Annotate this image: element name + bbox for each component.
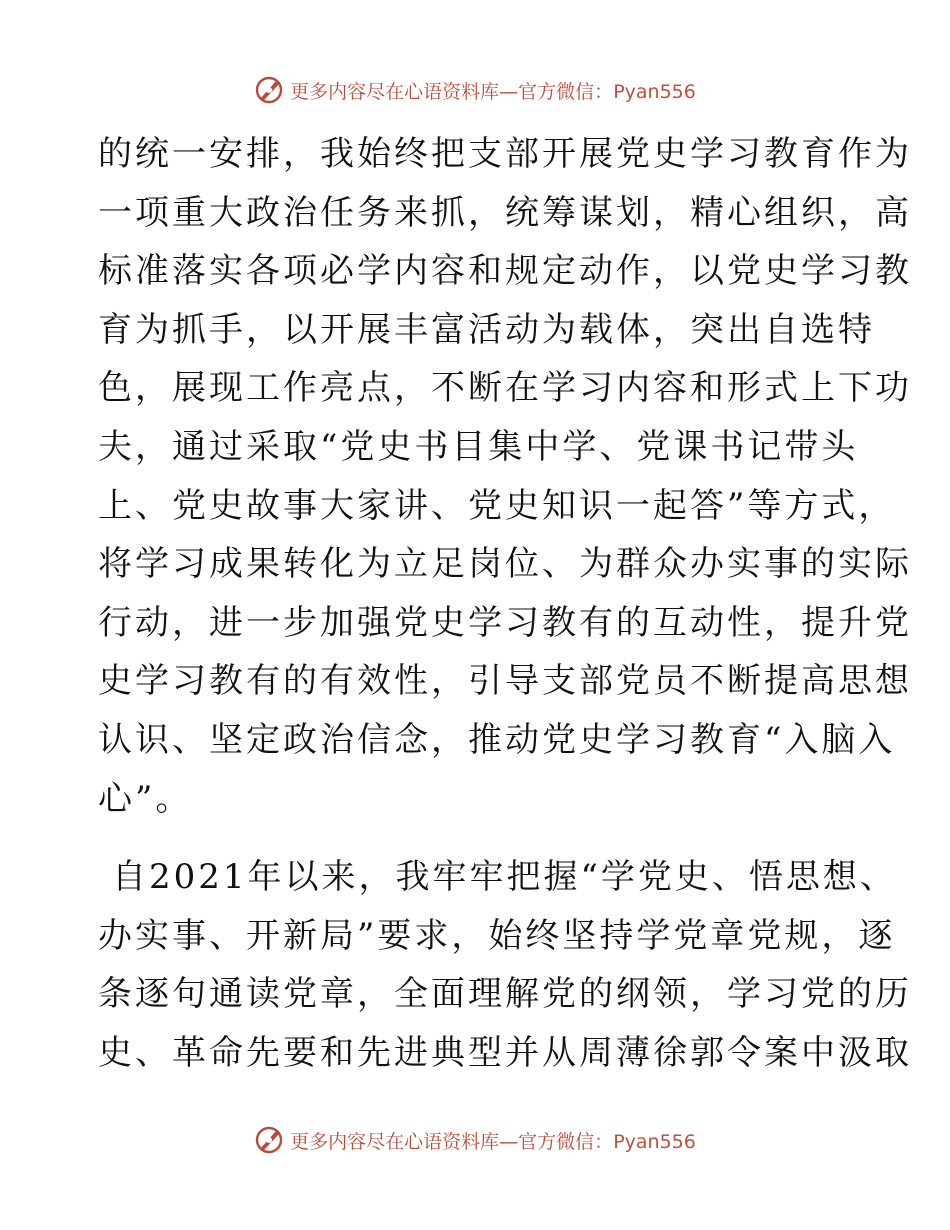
text-line: 办实事、开新局”要求，始终坚持学党章党规，逐 [98,915,896,956]
text-line: 史学习教有的有效性，引导支部党员不断提高思想 [98,661,912,702]
text-line: 将学习成果转化为立足岗位、为群众办实事的实际 [98,544,912,585]
paragraph-2 [98,848,912,1082]
text-line: 史、革命先要和先进典型并从周薄徐郭令案中汲取 [98,1032,912,1073]
text-line: 上、党史故事大家讲、党史知识一起答”等方式， [98,485,896,526]
text-line: 条逐句通读党章，全面理解党的纲领，学习党的历 [98,974,912,1015]
paragraph-1 [98,125,912,828]
text-line: 认识、坚定政治信念，推动党史学习教育“入脑入 [98,719,896,760]
text-line: 色，展现工作亮点，不断在学习内容和形式上下功 [98,368,912,409]
watermark-text: 更多内容尽在心语资料库—官方微信：Pyan556 [290,80,696,103]
text-line: 行动，进一步加强党史学习教有的互动性，提升党 [98,602,912,643]
text-line: 心”。 [98,778,193,819]
text-line: 育为抓手，以开展丰富活动为载体，突出自选特 [98,309,875,350]
header-watermark [0,72,950,108]
footer-watermark [0,1122,950,1158]
quill-logo-icon [254,1125,284,1155]
quill-logo-icon [254,75,284,105]
document-body [98,125,912,1083]
text-line: 夫，通过采取“党史书目集中学、党课书记带头 [98,426,859,467]
text-line: 一项重大政治任务来抓，统筹谋划，精心组织，高 [98,192,912,233]
text-line: 自2021年以来，我牢牢把握“学党史、悟思想、 [112,857,897,898]
text-line: 的统一安排，我始终把支部开展党史学习教育作为 [98,134,912,174]
text-line: 标准落实各项必学内容和规定动作，以党史学习教 [98,251,912,292]
watermark-text: 更多内容尽在心语资料库—官方微信：Pyan556 [290,1130,696,1153]
